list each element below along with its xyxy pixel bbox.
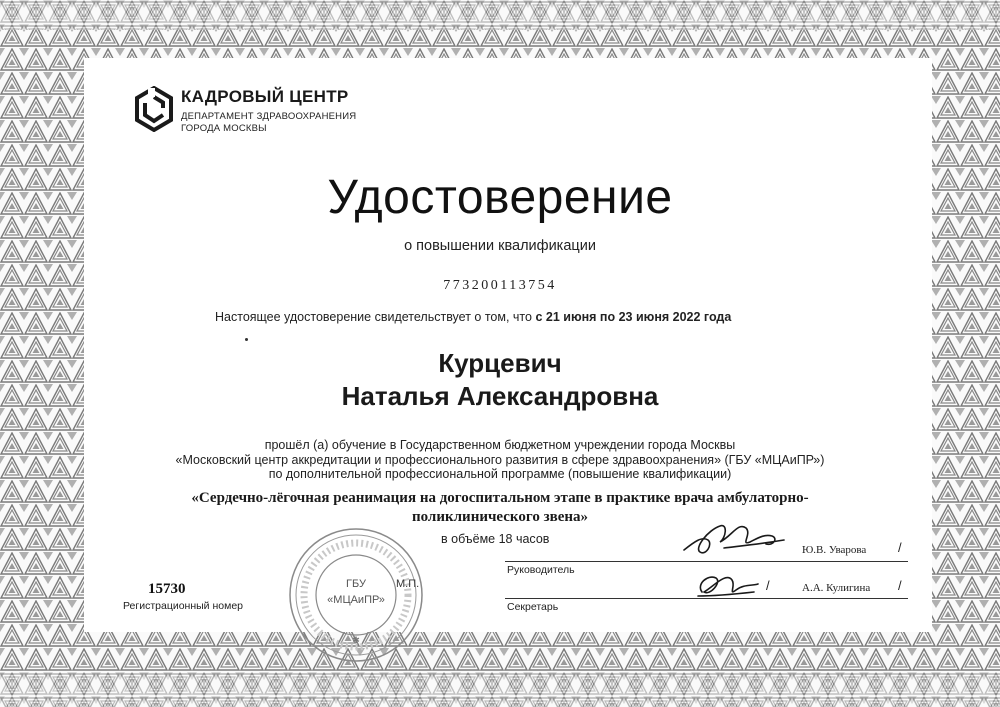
seal-mp-label: М.П. (396, 578, 420, 590)
training-dates: с 21 июня по 23 июня 2022 года (535, 310, 732, 324)
secretary-signature (698, 577, 758, 596)
certificate-body-text (0, 438, 1000, 482)
seal-center-line1: ГБУ (346, 578, 366, 590)
program-title (0, 489, 1000, 527)
organization-subtitle-line1: ДЕПАРТАМЕНТ ЗДРАВООХРАНЕНИЯ (181, 111, 357, 122)
head-slash: / (898, 540, 902, 555)
organization-subtitle-line2: ГОРОДА МОСКВЫ (181, 123, 267, 134)
program-line-2: поликлинического звена» (411, 509, 588, 525)
seal-star-icon: ✱ (352, 636, 360, 646)
head-signature-line (505, 561, 908, 562)
registration-number: 15730 (148, 581, 186, 597)
organization-title: КАДРОВЫЙ ЦЕНТР (181, 87, 349, 106)
head-role: Руководитель (507, 564, 575, 576)
body-line-1: прошёл (а) обучение в Государственном бюджетном учреждении города Москвы (264, 438, 736, 452)
head-signature (680, 512, 790, 562)
scan-speck (245, 338, 248, 341)
secretary-slash-left: / (766, 578, 770, 593)
recipient-given-names: Наталья Александровна (341, 381, 659, 411)
secretary-name: А.А. Кулигина (802, 582, 871, 594)
head-name: Ю.В. Уварова (802, 544, 867, 556)
certificate-statement (215, 310, 731, 324)
course-volume: в объёме 18 часов (441, 532, 550, 546)
recipient-surname: Курцевич (438, 348, 562, 378)
certificate-number: 773200113754 (443, 278, 557, 293)
kadrovy-centr-logo-icon (134, 86, 174, 132)
certificate-subtitle: о повышении квалификации (404, 238, 596, 254)
statement-prefix: Настоящее удостоверение свидетельствует о том, что (215, 310, 532, 324)
seal-center-line2: «МЦАиПР» (327, 594, 385, 606)
secretary-role: Секретарь (507, 601, 559, 613)
secretary-signature-line (505, 598, 908, 599)
registration-label: Регистрационный номер (123, 600, 243, 612)
program-line-1: «Сердечно-лёгочная реанимация на догоспитальном этапе в практике врача амбулаторно- (191, 490, 809, 506)
body-line-3: по дополнительной профессиональной программе (повышение квалификации) (268, 467, 732, 481)
certificate-title: Удостоверение (327, 171, 673, 224)
organization-subtitle (181, 111, 356, 135)
body-line-2: «Московский центр аккредитации и профессионального развития в сфере здравоохранения» (ГБУ «МЦАиПР») (175, 452, 825, 467)
official-seal (286, 525, 426, 665)
secretary-slash-right: / (898, 578, 902, 593)
